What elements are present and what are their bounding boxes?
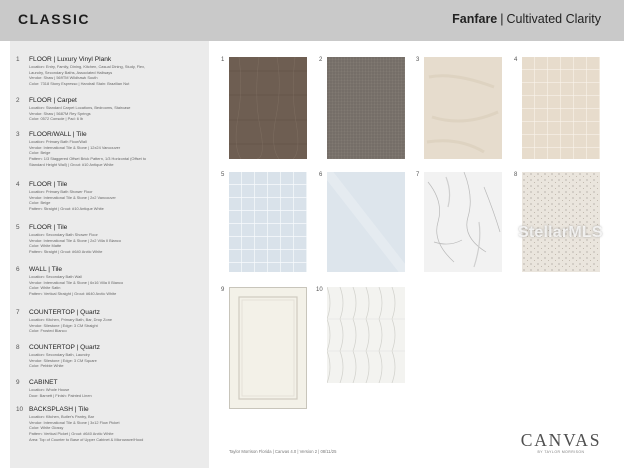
spec-title: WALL | Tile <box>29 266 63 273</box>
picket-backsplash-swatch-icon <box>327 287 405 383</box>
spec-line: Location: Whole House <box>29 387 70 392</box>
spec-line: Location: Standard Carpet Locations, Bedrooms, Staircase <box>29 105 131 110</box>
spec-title: FLOOR/WALL | Tile <box>29 131 87 138</box>
swatch-number: 4 <box>514 57 518 63</box>
spec-line: Color: Beige <box>29 150 51 156</box>
spec-details <box>29 105 207 122</box>
spec-line: Location: Primary Bath Floor/Wall <box>29 139 87 144</box>
spec-number: 3 <box>16 131 20 138</box>
collection-name: Cultivated Clarity <box>506 12 601 26</box>
heading-separator: | <box>500 12 504 26</box>
spec-details <box>29 139 207 168</box>
spec-line: Vendor: International Tile & Stone | 12x24 Vancouver <box>29 144 121 150</box>
canvas-logo <box>519 431 603 461</box>
spec-details <box>29 352 207 369</box>
brand-name: Fanfare <box>452 12 498 26</box>
spec-details <box>29 387 207 398</box>
spec-title: CABINET <box>29 379 58 386</box>
spec-line: Pattern: Vertical Picket | Grout: #640 Arctic White <box>29 431 114 437</box>
swatch-number: 9 <box>221 287 225 293</box>
logo-wordmark: CANVAS <box>520 430 602 450</box>
spec-line: Vendor: International Tile & Stone | 2x2 Vancouver <box>29 194 116 200</box>
spec-line: Location: Secondary Bath Wall <box>29 274 83 279</box>
spec-title: COUNTERTOP | Quartz <box>29 309 100 316</box>
spec-line: Color: 7318 Stony Espresso | Handrail Stain: Brazilian Nut <box>29 81 130 87</box>
page-title: CLASSIC <box>18 11 90 27</box>
spec-title: FLOOR | Luxury Vinyl Plank <box>29 56 112 63</box>
spec-line: Pattern: 1/3 Staggered Offset Brick Pattern, 1/3 Horizontal (Offset to <box>29 156 147 162</box>
spec-line: Door: Barnett | Finish: Painted Linen <box>29 392 92 398</box>
pebble-quartz-swatch-icon <box>522 172 600 272</box>
spec-number: 8 <box>16 344 20 351</box>
spec-line: Laundry, Secondary Baths, Associated Hallways <box>29 69 113 75</box>
spec-line: Standard Height Wall) | Grout: #10 Antique White <box>29 161 114 167</box>
spec-line: Vendor: International Tile & Stone | 2x2 Villa II Bianco <box>29 237 121 243</box>
spec-details <box>29 189 207 212</box>
spec-line: Color: Pebble White <box>29 363 64 369</box>
logo-tagline: BY TAYLOR MORRISON <box>537 450 585 454</box>
spec-line: Area: Top of Counter to Base of Upper Cabinet & Microwave/Hood <box>29 436 144 442</box>
swatch-number: 2 <box>319 57 323 63</box>
spec-number: 6 <box>16 266 20 273</box>
spec-line: Vendor: International Tile & Stone | 6x16 Villa II Bianco <box>29 279 124 285</box>
spec-line: Color: 0572 Console | Pad: 6 lb <box>29 116 83 122</box>
spec-line: Color: Beige <box>29 200 51 206</box>
spec-title: FLOOR | Tile <box>29 224 68 231</box>
spec-line: Pattern: Straight | Grout: #640 Arctic White <box>29 249 103 255</box>
spec-line: Vendor: Shaw | 5687M Rey Springs <box>29 110 91 116</box>
swatch-number: 3 <box>416 57 420 63</box>
spec-details <box>29 414 207 443</box>
spec-line: Location: Secondary Bath Shower Floor <box>29 232 98 237</box>
spec-title: COUNTERTOP | Quartz <box>29 344 100 351</box>
spec-number: 1 <box>16 56 20 63</box>
spec-line: Color: White Matte <box>29 243 62 249</box>
spec-line: Pattern: Straight | Grout: #10 Antique White <box>29 206 104 212</box>
spec-sidebar <box>10 41 209 468</box>
spec-details <box>29 274 207 297</box>
spec-line: Location: Kitchen, Primary Bath, Bar, Drop Zone <box>29 317 113 322</box>
carpet-swatch-icon <box>327 57 405 159</box>
swatch-number: 8 <box>514 172 518 178</box>
spec-details <box>29 64 207 87</box>
swatch-number: 1 <box>221 57 225 63</box>
spec-line: Vendor: Silestone | Edge: 3 CM Straight <box>29 322 98 328</box>
spec-number: 2 <box>16 97 20 104</box>
spec-title: BACKSPLASH | Tile <box>29 406 89 413</box>
spec-details <box>29 317 207 334</box>
header-bar <box>0 0 624 41</box>
mosaic-tile-swatch-icon <box>522 57 600 159</box>
spec-title: FLOOR | Tile <box>29 181 68 188</box>
spec-line: Color: Frosted Blanco <box>29 328 67 334</box>
spec-line: Location: Entry, Family, Dining, Kitchen, Casual Dining, Study, Flex, <box>29 64 146 69</box>
collection-heading <box>452 12 601 26</box>
cabinet-door-swatch-icon <box>229 287 307 409</box>
spec-number: 7 <box>16 309 20 316</box>
swatch-number: 7 <box>416 172 420 178</box>
swatch-number: 5 <box>221 172 225 178</box>
spec-line: Vendor: Shaw | 569TM Wildhawk South <box>29 75 98 81</box>
spec-line: Color: White Glossy <box>29 425 64 431</box>
spec-number: 10 <box>16 406 24 413</box>
spec-number: 9 <box>16 379 20 386</box>
white-grid-tile-swatch-icon <box>229 172 307 272</box>
wood-plank-swatch-icon <box>229 57 307 159</box>
swatch-number: 6 <box>319 172 323 178</box>
spec-line: Location: Primary Bath Shower Floor <box>29 189 93 194</box>
spec-line: Color: White Satin <box>29 285 61 291</box>
spec-number: 4 <box>16 181 20 188</box>
beige-tile-swatch-icon <box>424 57 502 159</box>
frosted-quartz-swatch-icon <box>424 172 502 272</box>
spec-line: Vendor: International Tile & Stone | 3x12 Flow Picket <box>29 419 120 425</box>
swatch-number: 10 <box>316 287 323 293</box>
footer-credit: Taylor Morrison Florida | Canvas 4.0 | Version 2 | 08/11/25 <box>229 449 337 454</box>
spec-line: Location: Kitchen, Butler's Pantry, Bar <box>29 414 95 419</box>
spec-number: 5 <box>16 224 20 231</box>
white-tile-swatch-icon <box>327 172 405 272</box>
watermark-text: StellarMLS <box>518 224 603 241</box>
spec-details <box>29 232 207 255</box>
spec-line: Pattern: Vertical Straight | Grout: #640 Arctic White <box>29 291 117 297</box>
spec-line: Vendor: Silestone | Edge: 3 CM Square <box>29 357 97 363</box>
spec-line: Location: Secondary Bath, Laundry <box>29 352 90 357</box>
spec-title: FLOOR | Carpet <box>29 97 77 104</box>
